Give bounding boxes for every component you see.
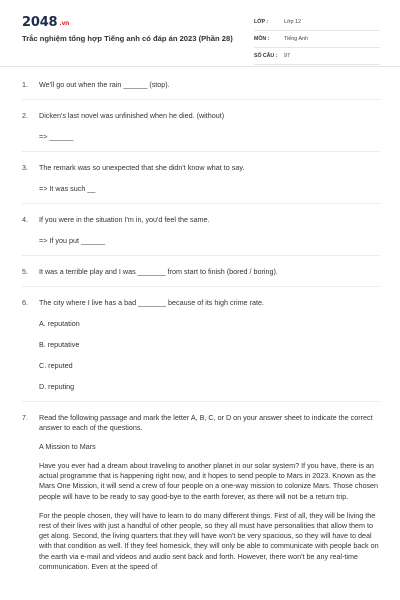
question-divider	[22, 203, 380, 204]
document-title: Trắc nghiệm tổng hợp Tiếng anh có đáp án 2023 (Phần 28)	[22, 34, 233, 43]
question-text: The remark was so unexpected that she didn't know what to say.	[39, 163, 245, 172]
answer-line: => It was such __	[39, 184, 96, 193]
site-logo[interactable]	[22, 15, 69, 30]
meta-value: 97	[284, 53, 290, 59]
question-2	[22, 111, 380, 142]
meta-row-subject	[254, 31, 380, 48]
question-number: 1.	[22, 80, 28, 89]
header-divider	[0, 66, 400, 67]
passage-paragraph: Have you ever had a dream about traveling to another planet in our solar system? If you have, there is an actual programme that is happening right now, and it hopes to send people to Mars in 2023. Known as the Mars One Mission, it will send a crew of four people on a one-way mission to colonize Mars. Those chosen people will have to be ready to say good-bye to the earth forever, as there will not be a return trip.	[39, 461, 379, 501]
question-text: We'll go out when the rain ______ (stop).	[39, 80, 170, 89]
option-c[interactable]: C. reputed	[39, 361, 73, 370]
answer-line: => ______	[39, 132, 74, 141]
passage-title: A Mission to Mars	[39, 442, 96, 451]
question-number: 4.	[22, 215, 28, 224]
question-text: It was a terrible play and I was _______ from start to finish (bored / boring).	[39, 267, 278, 276]
option-b[interactable]: B. reputative	[39, 340, 80, 349]
answer-line: => If you put ______	[39, 236, 105, 245]
meta-value: Tiếng Anh	[284, 36, 309, 42]
question-divider	[22, 401, 380, 402]
option-d[interactable]: D. reputing	[39, 382, 75, 391]
question-number: 5.	[22, 267, 28, 276]
question-number: 2.	[22, 111, 28, 120]
meta-label: MÔN :	[254, 36, 270, 42]
question-3	[22, 163, 380, 194]
question-divider	[22, 151, 380, 152]
logo-text: 2048	[22, 15, 58, 30]
meta-value: Lớp 12	[284, 19, 302, 25]
question-text: Read the following passage and mark the letter A, B, C, or D on your answer sheet to indicate the correct answer to each of the questions.	[39, 413, 373, 432]
question-number: 3.	[22, 163, 28, 172]
question-5	[22, 267, 380, 277]
question-list	[22, 80, 380, 572]
passage-paragraph: For the people chosen, they will have to learn to do many different things. First of all, they will be living the rest of their lives with just a handful of other people, so they all must have personalities that allow them to get along. Second, the living quarters that they will have won't be very spacious, so they will have to deal with that condition as well. If they feel homesick, they will only be able to communicate with people back on the earth via e-mail and videos and audio sent back and forth. However, there won't be any real-time communication. Even at the speed of	[39, 510, 379, 571]
question-text: If you were in the situation I'm in, you'd feel the same.	[39, 215, 210, 224]
logo-extension: .vn	[59, 20, 70, 27]
question-divider	[22, 286, 380, 287]
document-header	[0, 0, 400, 64]
question-divider	[22, 255, 380, 256]
question-number: 7.	[22, 413, 28, 422]
question-4	[22, 215, 380, 246]
document-meta	[254, 14, 380, 65]
meta-row-question-count	[254, 48, 380, 65]
question-text: Dicken's last novel was unfinished when he died. (without)	[39, 111, 225, 120]
meta-label: SỐ CÂU :	[254, 53, 278, 59]
meta-label: LỚP :	[254, 19, 269, 25]
question-text: The city where I live has a bad _______ because of its high crime rate.	[39, 298, 264, 307]
question-7	[22, 413, 380, 572]
option-a[interactable]: A. reputation	[39, 319, 80, 328]
meta-row-class	[254, 14, 380, 31]
question-number: 6.	[22, 298, 28, 307]
question-divider	[22, 99, 380, 100]
question-1	[22, 80, 380, 90]
question-6	[22, 298, 380, 392]
